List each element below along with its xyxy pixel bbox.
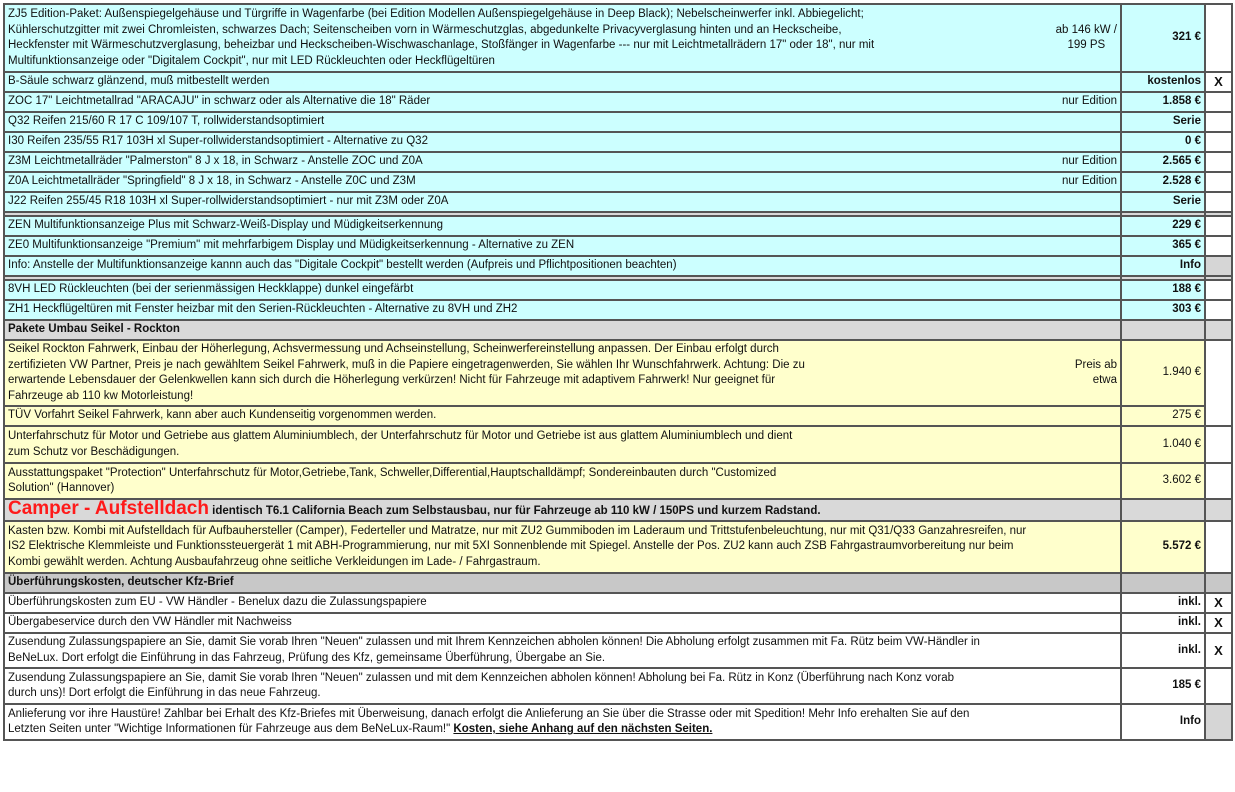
selection-checkbox[interactable] xyxy=(1205,280,1232,300)
table-row-zj5 xyxy=(4,4,1232,72)
description-text: ZOC 17" Leichtmetallrad "ARACAJU" in schwarz oder als Alternative die 18" Räder xyxy=(8,95,431,108)
table-row-zen xyxy=(4,216,1232,236)
selection-checkbox[interactable] xyxy=(1205,426,1232,463)
empty-cell xyxy=(1121,499,1205,521)
section-header-camper xyxy=(4,499,1232,521)
price-cell: Info xyxy=(1121,256,1205,276)
row-description: ZEN Multifunktionsanzeige Plus mit Schwarz-Weiß-Display und Müdigkeitserkennung xyxy=(4,216,1121,236)
edition-note: nur Edition xyxy=(1062,95,1117,108)
description-line: Anlieferung vor ihre Haustüre! Zahlbar bei Erhalt des Kfz-Briefes mit Überweisung, danach erfolgt die Anlieferung an Sie über die Strasse oder mit Spedition! Mehr Info erehalten Sie auf den xyxy=(8,707,970,720)
selection-checkbox[interactable] xyxy=(1205,521,1232,573)
description-line: Heckfenster mit Wärmeschutzverglasung, beheizbar und Heckscheiben-Wischwaschanlage, Stoßfänger in Wagenfarbe --- nur mit Leichtmetallrädern 17" oder 18", nur mit xyxy=(8,39,875,51)
section-header-ueberfuehrung xyxy=(4,573,1232,593)
price-note xyxy=(1065,358,1117,389)
row-description: Überführungskosten zum EU - VW Händler - Benelux dazu die Zulassungspapiere xyxy=(4,593,1121,613)
row-description: I30 Reifen 235/55 R17 103H xl Super-rollwiderstandsoptimiert - Alternative zu Q32 xyxy=(4,132,1121,152)
table-row-q32 xyxy=(4,112,1232,132)
disabled-cell xyxy=(1205,256,1232,276)
description-line: Kühlerschutzgitter mit zwei Chromleisten, schwarzes Dach; Seitenscheiben vorn in Wärmeschutzglas, abgedunkelte Privacyverglasung hinten und an Heckscheibe, xyxy=(8,23,842,36)
description-text: Z0A Leichtmetallräder "Springfield" 8 J x 18, in Schwarz - Anstelle Z0C und Z3M xyxy=(8,175,416,188)
description-line: BeNeLux. Dort erfolgt die Einführung in das Fahrzeug, Prüfung des Kfz, gemeinsame Überführung, Übergabe an Sie. xyxy=(8,651,606,664)
disabled-cell xyxy=(1205,704,1232,740)
price-cell: 2.565 € xyxy=(1121,152,1205,172)
empty-cell xyxy=(1121,320,1205,340)
description-line: Fahrzeuge ab 110 kw Motorleistung! xyxy=(8,389,194,402)
description-line: durch uns)! Dort erfolgt die Einführung in das neue Fahrzeug. xyxy=(8,687,321,699)
table-row-protection xyxy=(4,463,1232,499)
row-description xyxy=(4,704,1121,740)
description-line: Multifunktionsanzeige oder "Digitalem Cockpit", nur mit LED Rückleuchten oder Heckflügeltüren xyxy=(8,54,495,67)
description-line: zum Schutz vor Beschädigungen. xyxy=(8,445,180,458)
row-description: ZE0 Multifunktionsanzeige "Premium" mit mehrfarbigem Display und Müdigkeitserkennung - Alternative zu ZEN xyxy=(4,236,1121,256)
price-cell: 365 € xyxy=(1121,236,1205,256)
description-line: Unterfahrschutz für Motor und Getriebe aus glattem Aluminiumblech, der Unterfahrschutz für Motor und Getriebe ist aus glattem Aluminiumblech und dient xyxy=(8,430,793,442)
price-cell: 185 € xyxy=(1121,668,1205,704)
row-description xyxy=(4,152,1121,172)
description-line: Kombi gewählt werden. Achtung Ausbaufahrzeug ohne seitliche Verkleidungen im Lade- / Fahrgastraum. xyxy=(8,555,541,568)
price-cell: Serie xyxy=(1121,112,1205,132)
selection-checkbox[interactable] xyxy=(1205,340,1232,426)
power-note-line: 199 PS xyxy=(1067,39,1106,51)
selection-checkbox[interactable] xyxy=(1205,92,1232,112)
price-cell: 321 € xyxy=(1121,4,1205,72)
price-cell: Info xyxy=(1121,704,1205,740)
price-cell: 2.528 € xyxy=(1121,172,1205,192)
table-row-i30 xyxy=(4,132,1232,152)
section-title: Pakete Umbau Seikel - Rockton xyxy=(4,320,1121,340)
section-title xyxy=(4,499,1121,521)
description-line: Zusendung Zulassungspapiere an Sie, damit Sie vorab Ihren "Neuen" zulassen und mit dem Kennzeichen abholen können! Abholung bei Fa. Rütz in Konz (Überführung nach Konz vorab xyxy=(8,671,955,684)
row-description: Übergabeservice durch den VW Händler mit Nachweiss xyxy=(4,613,1121,633)
description-line: Ausstattungspaket "Protection" Unterfahrschutz für Motor,Getriebe,Tank, Schweller,Differential,Hauptschalldämpf; Sondereinbauten durch "Customized xyxy=(8,466,777,479)
selection-checkbox[interactable] xyxy=(1205,152,1232,172)
table-row-seikel xyxy=(4,340,1232,406)
camper-subtitle: identisch T6.1 California Beach zum Selbstausbau, nur für Fahrzeuge ab 110 kW / 150PS und kurzem Radstand. xyxy=(212,505,821,517)
table-row-ueberfuehrungskosten xyxy=(4,593,1232,613)
selection-checkbox[interactable] xyxy=(1205,463,1232,499)
row-description xyxy=(4,92,1121,112)
price-note-line: Preis ab xyxy=(1074,358,1117,371)
price-cell: Serie xyxy=(1121,192,1205,212)
table-row-zusendung-benelux xyxy=(4,633,1232,668)
empty-cell xyxy=(1205,573,1232,593)
row-description xyxy=(4,668,1121,704)
selection-checkbox[interactable] xyxy=(1205,112,1232,132)
price-cell: 1.940 € xyxy=(1121,340,1205,406)
row-description xyxy=(4,4,1121,72)
costs-appendix-link[interactable]: Kosten, siehe Anhang auf den nächsten Seiten. xyxy=(453,723,713,735)
description-line: Seikel Rockton Fahrwerk, Einbau der Höherlegung, Achsvermessung und Achseinstellung, Scheinwerfereinstellung anpassen. Der Einbau erfolgt durch xyxy=(8,343,779,355)
description-line: zertifizieten VW Partner, Preis je nach gewähltem Seikel Fahrwerk, muß in die Papiere eingetragenwerden, Sie wählen Ihr Wunschfahrwerk. Achtung: Die zu xyxy=(8,358,805,371)
price-cell: 303 € xyxy=(1121,300,1205,320)
price-cell: kostenlos xyxy=(1121,72,1205,92)
selection-checkbox[interactable] xyxy=(1205,668,1232,704)
description-text: Z3M Leichtmetallräder "Palmerston" 8 J x 18, in Schwarz - Anstelle ZOC und Z0A xyxy=(8,155,423,168)
edition-note: nur Edition xyxy=(1062,155,1117,168)
description-line: erwartende Lebensdauer der Gelenkwellen kann sich durch die Höherlegung verkürzen! Nicht für Fahrzeuge mit adaptivem Fahrwerk! Nur geeignet für xyxy=(8,374,776,386)
price-cell: 1.040 € xyxy=(1121,426,1205,463)
selection-checkbox[interactable]: X xyxy=(1205,72,1232,92)
table-row-uebergabeservice xyxy=(4,613,1232,633)
table-row-tuev xyxy=(4,406,1232,426)
selection-checkbox[interactable] xyxy=(1205,172,1232,192)
table-row-camper xyxy=(4,521,1232,573)
edition-note: nur Edition xyxy=(1062,175,1117,188)
price-cell: 0 € xyxy=(1121,132,1205,152)
selection-checkbox[interactable]: X xyxy=(1205,593,1232,613)
selection-checkbox[interactable] xyxy=(1205,4,1232,72)
price-cell: inkl. xyxy=(1121,633,1205,668)
camper-title: Camper - Aufstelldach xyxy=(8,499,209,519)
description-text: Letzten Seiten unter "Wichtige Informationen für Fahrzeuge aus dem BeNeLux-Raum!" xyxy=(8,723,454,735)
selection-checkbox[interactable] xyxy=(1205,300,1232,320)
table-row-z0a xyxy=(4,172,1232,192)
price-cell: 5.572 € xyxy=(1121,521,1205,573)
selection-checkbox[interactable] xyxy=(1205,132,1232,152)
description-line: Solution" (Hannover) xyxy=(8,482,115,494)
price-cell: 3.602 € xyxy=(1121,463,1205,499)
selection-checkbox[interactable]: X xyxy=(1205,613,1232,633)
row-description: Q32 Reifen 215/60 R 17 C 109/107 T, rollwiderstandsoptimiert xyxy=(4,112,1121,132)
selection-checkbox[interactable] xyxy=(1205,192,1232,212)
row-description xyxy=(4,463,1121,499)
row-description: ZH1 Heckflügeltüren mit Fenster heizbar mit den Serien-Rückleuchten - Alternative zu 8VH und ZH2 xyxy=(4,300,1121,320)
description-line xyxy=(8,722,1117,738)
table-row-z3m xyxy=(4,152,1232,172)
power-note xyxy=(1046,23,1117,54)
table-row-zusendung-konz xyxy=(4,668,1232,704)
row-description: 8VH LED Rückleuchten (bei der serienmässigen Heckklappe) dunkel eingefärbt xyxy=(4,280,1121,300)
price-list-table xyxy=(3,3,1233,741)
selection-checkbox[interactable] xyxy=(1205,216,1232,236)
price-cell: inkl. xyxy=(1121,613,1205,633)
row-description xyxy=(4,426,1121,463)
row-description: Info: Anstelle der Multifunktionsanzeige kannn auch das "Digitale Cockpit" bestellt werden (Aufpreis und Pflichtpositionen beachten) xyxy=(4,256,1121,276)
selection-checkbox[interactable]: X xyxy=(1205,633,1232,668)
description-line: Zusendung Zulassungspapiere an Sie, damit Sie vorab Ihren "Neuen" zulassen und mit Ihrem Kennzeichen abholen können! Die Abholung erfolgt zusammen mit Fa. Rütz beim VW-Händler in xyxy=(8,636,980,648)
description-line: ZJ5 Edition-Paket: Außenspiegelgehäuse und Türgriffe in Wagenfarbe (bei Edition Modellen Außenspiegelgehäuse in Deep Black); Nebelscheinwerfer inkl. Abbiegelicht; xyxy=(8,8,864,20)
price-note-line: etwa xyxy=(1092,374,1117,386)
table-row-anlieferung xyxy=(4,704,1232,740)
description-line: Kasten bzw. Kombi mit Aufstelldach für Aufbauhersteller (Camper), Federteller und Matratze, nur mit ZU2 Gummiboden im Laderaum und Trittstufenbeleuchtung, nur mit Q31/Q33 Ganzahresreifen, nur xyxy=(8,524,1027,537)
row-description: J22 Reifen 255/45 R18 103H xl Super-rollwiderstandsoptimiert - nur mit Z3M oder Z0A xyxy=(4,192,1121,212)
row-description xyxy=(4,521,1121,573)
price-cell: 188 € xyxy=(1121,280,1205,300)
table-row-unterfahrschutz xyxy=(4,426,1232,463)
row-description: B-Säule schwarz glänzend, muß mitbestellt werden xyxy=(4,72,1121,92)
row-description xyxy=(4,172,1121,192)
table-row-ze0 xyxy=(4,236,1232,256)
empty-cell xyxy=(1121,573,1205,593)
price-cell: 1.858 € xyxy=(1121,92,1205,112)
table-row-zh1 xyxy=(4,300,1232,320)
table-row-info-cockpit xyxy=(4,256,1232,276)
power-note-line: ab 146 kW / xyxy=(1055,23,1117,36)
section-header-seikel xyxy=(4,320,1232,340)
empty-cell xyxy=(1205,320,1232,340)
selection-checkbox[interactable] xyxy=(1205,236,1232,256)
table-row-8vh xyxy=(4,280,1232,300)
row-description xyxy=(4,633,1121,668)
row-description xyxy=(4,340,1121,406)
description-line: IS2 Elektrische Klemmleiste und Funktionssteuergerät 1 mit ABH-Programmierung, nur mit 5XI Sonnenblende mit Spiegel. Anstelle der Pos. ZU2 kann auch ZSB Fahrgastraumvorbereitung nur beim xyxy=(8,540,1014,553)
row-description: TÜV Vorfahrt Seikel Fahrwerk, kann aber auch Kundenseitig vorgenommen werden. xyxy=(4,406,1121,426)
empty-cell xyxy=(1205,499,1232,521)
price-cell: 229 € xyxy=(1121,216,1205,236)
table-row-j22 xyxy=(4,192,1232,212)
price-cell: inkl. xyxy=(1121,593,1205,613)
table-row-zoc xyxy=(4,92,1232,112)
section-title: Überführungskosten, deutscher Kfz-Brief xyxy=(4,573,1121,593)
price-cell: 275 € xyxy=(1121,406,1205,426)
table-row-b-saeule xyxy=(4,72,1232,92)
